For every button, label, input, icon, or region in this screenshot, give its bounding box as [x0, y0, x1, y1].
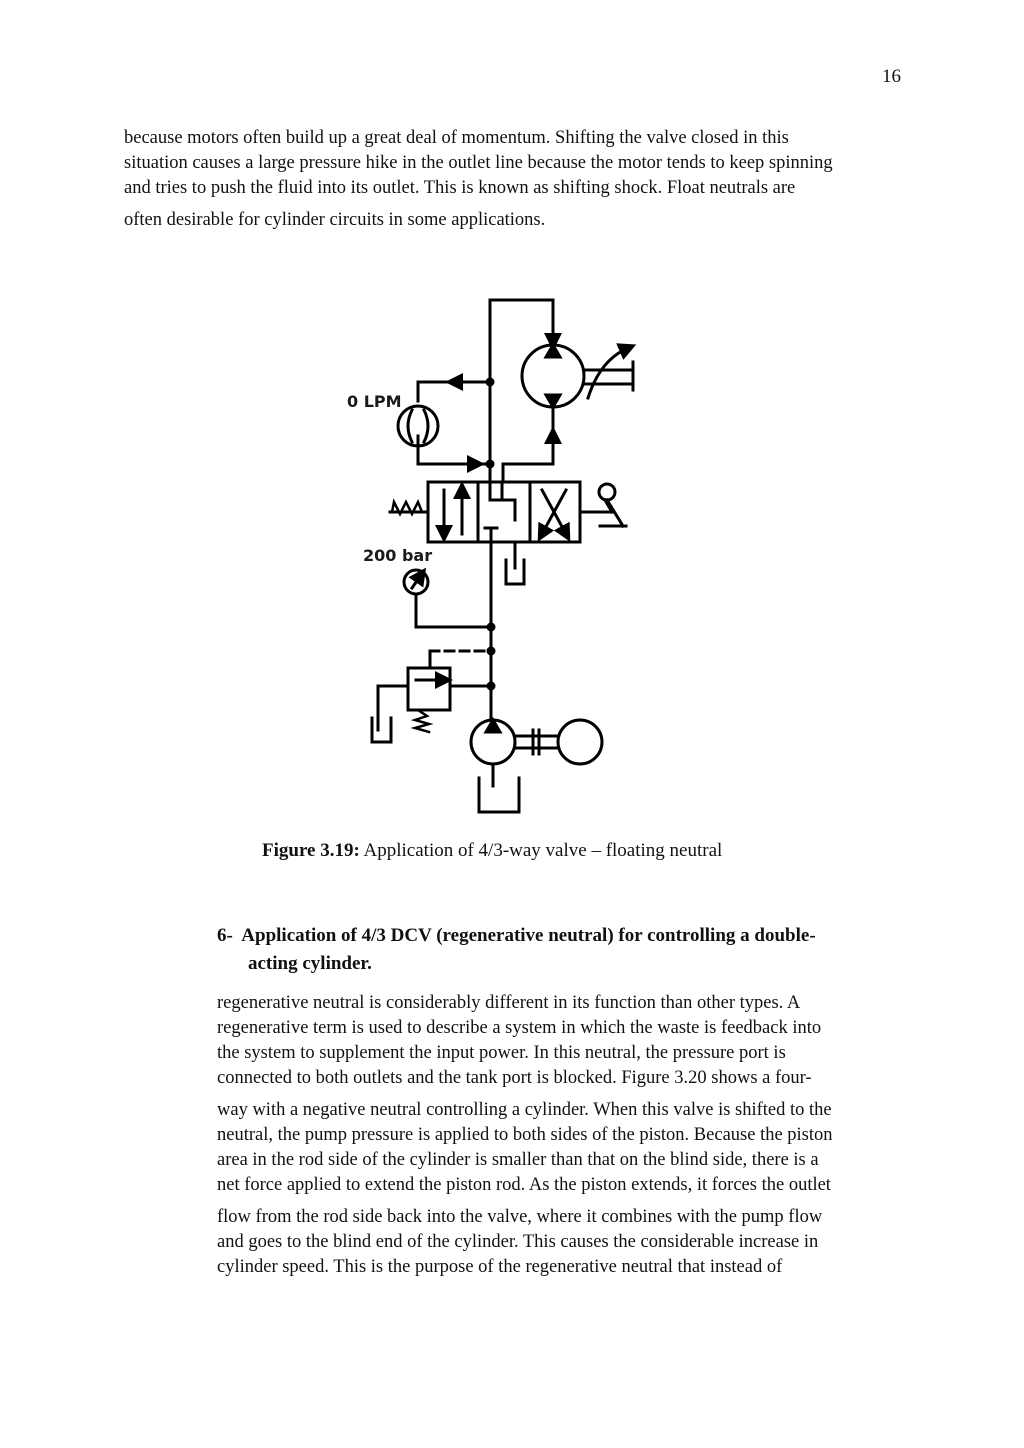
- text-line: regenerative term is used to describe a system in which the waste is feedback into: [217, 1018, 822, 1038]
- paragraph-momentum: [124, 126, 833, 233]
- pressure-line: [416, 542, 491, 720]
- section-heading: [217, 922, 816, 978]
- section-heading-line-1: [217, 922, 816, 950]
- text-line: net force applied to extend the piston rod. As the piston extends, it forces the outlet: [217, 1175, 831, 1195]
- hydraulic-circuit-diagram: [330, 290, 660, 830]
- hydraulic-motor: [522, 345, 633, 407]
- text-line: and tries to push the fluid into its outlet. This is known as shifting shock. Float neutrals are: [124, 178, 796, 198]
- relief-valve: [372, 651, 491, 742]
- pressure-gauge: [404, 570, 428, 594]
- text-line: way with a negative neutral controlling a cylinder. When this valve is shifted to the: [217, 1100, 832, 1120]
- flow-rate-label: 0 LPM: [347, 392, 402, 411]
- figure-caption: [262, 840, 722, 862]
- section-number: 6-: [217, 925, 233, 946]
- text-line: cylinder speed. This is the purpose of the regenerative neutral that instead of: [217, 1257, 783, 1277]
- text-line: the system to supplement the input power. In this neutral, the pressure port is: [217, 1043, 786, 1063]
- text-line: situation causes a large pressure hike in the outlet line because the motor tends to keep spinning: [124, 153, 833, 173]
- hydraulic-pump: [471, 720, 602, 812]
- hydraulic-circuit-figure: [330, 290, 660, 830]
- paragraph-regenerative-neutral: [217, 991, 833, 1280]
- text-line: area in the rod side of the cylinder is smaller than that on the blind side, there is a: [217, 1150, 819, 1170]
- section-title-part-1: Application of 4/3 DCV (regenerative neutral) for controlling a double-: [241, 925, 816, 946]
- directional-control-valve: [390, 482, 626, 542]
- section-title-part-2: acting cylinder.: [248, 953, 372, 974]
- text-line: neutral, the pump pressure is applied to both sides of the piston. Because the piston: [217, 1125, 833, 1145]
- tank-valve: [506, 542, 524, 584]
- figure-caption-text: Application of 4/3-way valve – floating neutral: [359, 840, 723, 861]
- text-line: and goes to the blind end of the cylinder. This causes the considerable increase in: [217, 1232, 819, 1252]
- text-line: because motors often build up a great deal of momentum. Shifting the valve closed in this: [124, 128, 789, 148]
- pressure-label: 200 bar: [363, 546, 433, 565]
- page-number: 16: [882, 66, 901, 87]
- text-line: connected to both outlets and the tank port is blocked. Figure 3.20 shows a four-: [217, 1068, 812, 1088]
- text-line: flow from the rod side back into the valve, where it combines with the pump flow: [217, 1207, 823, 1227]
- figure-caption-label: Figure 3.19:: [262, 840, 360, 861]
- text-line: often desirable for cylinder circuits in some applications.: [124, 210, 546, 230]
- motor-lines: [490, 300, 553, 480]
- text-line: regenerative neutral is considerably different in its function than other types. A: [217, 993, 801, 1013]
